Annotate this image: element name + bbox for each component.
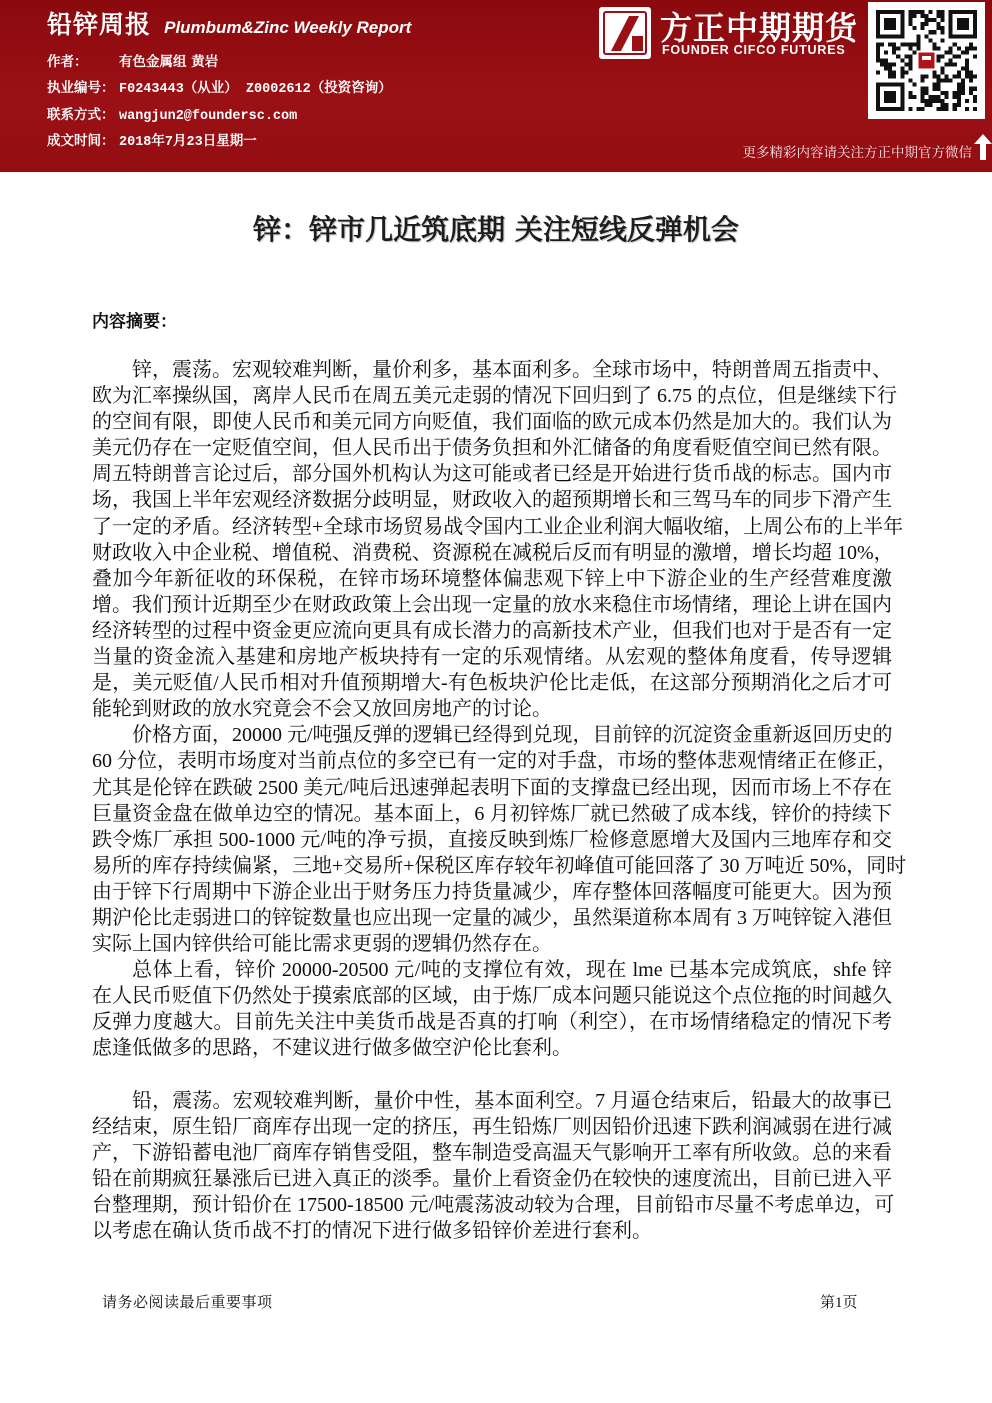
text-line: 易所的库存持续偏紧，三地+交易所+保税区库存较年初峰值可能回落了 30 万吨近 50%，同时 [92,854,907,877]
footer-notice: 请务必阅读最后重要事项 [102,1295,273,1311]
text-line: 期沪伦比走弱进口的锌锭数量也应出现一定量的减少，虽然渠道称本周有 3 万吨锌锭入港但 [92,906,892,929]
text-line: 以考虑在确认货币战不打的情况下进行做多铅锌价差进行套利。 [92,1220,652,1243]
page-number: 第1页 [820,1295,858,1311]
text-line: 增。我们预计近期至少在财政政策上会出现一定量的放水来稳住市场情绪，理论上讲在国内 [92,593,892,616]
text-line: 台整理期，预计铅价在 17500-18500 元/吨震荡波动较为合理，目前铅市尽量不考虑单边，可 [92,1194,895,1216]
meta-label: 成文时间： [47,132,115,149]
meta-label: 联系方式： [47,106,115,123]
text-line: 产，下游铅蓄电池厂商库存销售受阻，整车制造受高温天气影响开工率有所收敛。总的来看 [92,1141,892,1164]
text-line: 的空间有限，即使人民币和美元同方向贬值，我们面临的欧元成本仍然是加大的。我们认为 [92,411,892,434]
meta-contact [47,102,392,128]
text-line: 铅在前期疯狂暴涨后已进入真正的淡季。量价上看资金仍在较快的速度流出，目前已进入平 [92,1167,892,1190]
text-line: 60 分位，表明市场度对当前点位的多空已有一定的对手盘，市场的整体悲观情绪正在修正， [92,750,897,773]
text-line: 在人民币贬值下仍然处于摸索底部的区域，由于炼厂成本问题只能说这个点位拖的时间越久 [92,985,892,1008]
text-line: 欧为汇率操纵国，离岸人民币在周五美元走弱的情况下回归到了 6.75 的点位，但是继续下行 [92,385,897,408]
summary-heading: 内容摘要： [92,312,177,332]
text-line: 尤其是伦锌在跌破 2500 美元/吨后迅速弹起表明下面的支撑盘已经出现，因而市场上不存在 [92,776,892,799]
meta-label: 作者： [47,54,88,70]
report-meta [47,49,392,154]
meta-label: 执业编号： [47,80,115,97]
text-line: 锌，震荡。宏观较难判断，量价利多，基本面利多。全球市场中，特朗普周五指责中、 [132,359,892,381]
text-line: 由于锌下行周期中下游企业出于财务压力持货量减少，库存整体回落幅度可能更大。因为预 [92,880,892,903]
text-line: 场，我国上半年宏观经济数据分歧明显，财政收入的超预期增长和三驾马车的同步下滑产生 [92,489,892,512]
text-line: 总体上看，锌价 20000-20500 元/吨的支撑位有效，现在 lme 已基本完成筑底，shfe 锌 [132,959,892,982]
meta-value: 有色金属组 黄岩 [119,54,219,70]
text-line: 巨量资金盘在做单边空的情况。基本面上，6 月初锌炼厂就已然破了成本线，锌价的持续下 [92,802,892,825]
meta-date [47,128,392,154]
meta-value: 2018年7月23日星期一 [119,134,257,150]
brand-name-cn: 方正中期期货 [660,9,859,47]
text-line: 虑逢低做多的思路，不建议进行做多做空沪伦比套利。 [92,1037,572,1060]
text-line: 当量的资金流入基建和房地产板块持有一定的乐观情绪。从宏观的整体角度看，传导逻辑 [92,646,892,669]
text-line: 美元仍存在一定贬值空间，但人民币出于债务负担和外汇储备的角度看贬值空间已然有限。 [92,437,892,460]
brand-name-en: FOUNDER CIFCO FUTURES [662,43,846,57]
lead-paragraph [92,1088,895,1245]
text-line: 跌令炼厂承担 500-1000 元/吨的净亏损，直接反映到炼厂检修意愿增大及国内三地库存和交 [92,828,892,851]
text-line: 周五特朗普言论过后，部分国外机构认为这可能或者已经是开始进行货币战的标志。国内市 [92,463,892,486]
text-line: 经结束，原生铅厂商库存出现一定的挤压，再生铅炼厂则因铅价迅速下跌利润减弱在进行减 [92,1115,892,1138]
follow-wechat-note: 更多精彩内容请关注方正中期官方微信 [742,145,972,161]
text-line: 叠加今年新征收的环保税，在锌市场环境整体偏悲观下锌上中下游企业的生产经营难度激 [92,567,892,590]
report-name [47,8,411,42]
text-line: 是，美元贬值/人民币相对升值预期增大-有色板块沪伦比走低，在这部分预期消化之后才可 [92,672,892,695]
text-line: 实际上国内锌供给可能比需求更弱的逻辑仍然存在。 [92,933,552,956]
zinc-outlook-paragraph [92,957,892,1061]
meta-value: wangjun2@foundersc.com [119,108,298,124]
summary-body [92,357,907,1244]
text-line: 了一定的矛盾。经济转型+全球市场贸易战令国内工业企业利润大幅收缩，上周公布的上半年 [92,515,904,538]
text-line: 财政收入中企业税、增值税、消费税、资源税在减税后反而有明显的激增，增长均超 10%， [92,541,894,564]
page-title: 锌：锌市几近筑底期 关注短线反弹机会 [253,213,739,246]
meta-license [47,75,392,101]
text-line: 铅，震荡。宏观较难判断，量价中性，基本面利空。7 月逼仓结束后，铅最大的故事已 [132,1089,892,1112]
text-line: 反弹力度越大。目前先关注中美货币战是否真的打响（利空），在市场情绪稳定的情况下考 [92,1011,892,1034]
report-title-cn: 铅锌周报 [47,10,152,39]
report-title-en: Plumbum&Zinc Weekly Report [164,18,412,37]
report-header [0,0,992,172]
qr-code-icon [868,2,985,119]
meta-author [47,49,392,75]
zinc-price-paragraph [92,722,907,957]
arrow-up-icon [974,134,992,160]
text-line: 经济转型的过程中资金更应流向更具有成长潜力的高新技术产业，但我们也对于是否有一定 [92,619,892,642]
founder-logo-icon [599,7,651,59]
zinc-macro-paragraph [92,357,904,722]
text-line: 价格方面，20000 元/吨强反弹的逻辑已经得到兑现，目前锌的沉淀资金重新返回历史的 [132,724,893,747]
meta-value: F0243443（从业） Z0002612（投资咨询） [119,82,392,98]
text-line: 能轮到财政的放水究竟会不会又放回房地产的讨论。 [92,698,552,721]
